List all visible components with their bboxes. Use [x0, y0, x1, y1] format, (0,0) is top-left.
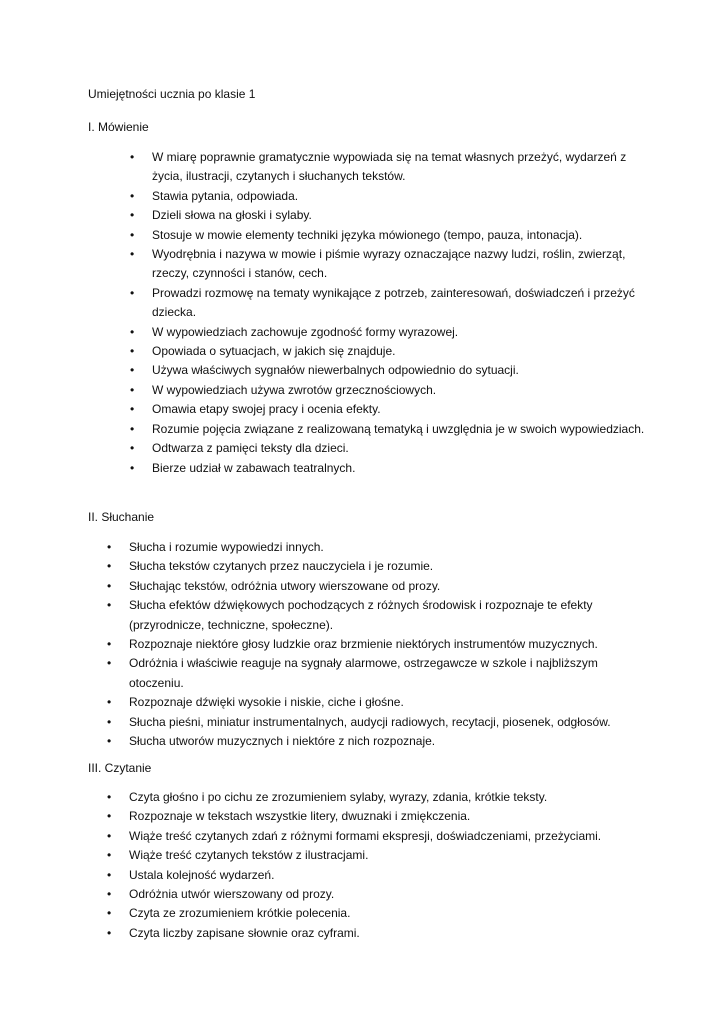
list-item-text: Słucha tekstów czytanych przez nauczyciela i je rozumie.	[129, 559, 434, 574]
list-item	[107, 654, 649, 693]
section-list-czytanie	[107, 788, 649, 943]
list-item-text: Omawia etapy swojej pracy i ocenia efekty.	[152, 402, 381, 417]
list-item	[107, 807, 649, 826]
list-item-text: Stosuje w mowie elementy techniki języka mówionego (tempo, pauza, intonacja).	[152, 227, 583, 242]
list-item	[130, 420, 652, 439]
list-item-text: Rozpoznaje niektóre głosy ludzkie oraz brzmienie niektórych instrumentów muzycznych.	[129, 637, 598, 652]
bullet-icon: •	[130, 247, 135, 262]
list-item	[107, 885, 649, 904]
list-item	[107, 635, 649, 654]
list-item	[130, 400, 652, 419]
list-item	[130, 284, 652, 323]
list-item-text: Słucha efektów dźwiękowych pochodzących z różnych środowisk i rozpoznaje te efekty (przyrodnicze, techniczne, społeczne).	[129, 598, 593, 632]
list-item	[107, 557, 649, 576]
list-item-text: Czyta liczby zapisane słownie oraz cyframi.	[129, 925, 360, 940]
bullet-icon: •	[130, 382, 135, 397]
bullet-icon: •	[107, 598, 112, 613]
list-item	[107, 866, 649, 885]
list-item	[107, 538, 649, 557]
list-item-text: Słucha pieśni, miniatur instrumentalnych, audycji radiowych, recytacji, piosenek, odgłosów.	[129, 714, 611, 729]
bullet-icon: •	[130, 285, 135, 300]
bullet-icon: •	[130, 150, 135, 164]
bullet-icon: •	[107, 540, 112, 554]
list-item-text: Rozumie pojęcia związane z realizowaną tematyką i uwzględnia je w swoich wypowiedziach.	[152, 421, 645, 436]
list-item-text: Ustala kolejność wydarzeń.	[129, 867, 275, 882]
list-item-text: Używa właściwych sygnałów niewerbalnych odpowiednio do sytuacji.	[152, 363, 519, 378]
document-title: Umiejętności ucznia po klasie 1	[88, 87, 256, 101]
list-item	[107, 924, 649, 943]
section-list-mowienie	[130, 148, 652, 478]
list-item	[130, 342, 652, 361]
list-item-text: Prowadzi rozmowę na tematy wynikające z potrzeb, zainteresowań, doświadczeń i przeżyć dziecka.	[152, 285, 635, 320]
bullet-icon: •	[107, 656, 112, 671]
list-item-text: Czyta ze zrozumieniem krótkie polecenia.	[129, 906, 351, 921]
bullet-icon: •	[130, 188, 135, 203]
bullet-icon: •	[107, 695, 112, 710]
list-item-text: Słucha utworów muzycznych i niektóre z nich rozpoznaje.	[129, 734, 436, 749]
list-item	[130, 323, 652, 342]
list-item-text: Rozpoznaje dźwięki wysokie i niskie, ciche i głośne.	[129, 695, 404, 710]
bullet-icon: •	[130, 344, 135, 359]
list-item	[107, 577, 649, 596]
list-item	[130, 148, 652, 187]
list-item-text: Czyta głośno i po cichu ze zrozumieniem sylaby, wyrazy, zdania, krótkie teksty.	[129, 790, 548, 804]
list-item	[107, 846, 649, 865]
bullet-icon: •	[107, 809, 112, 824]
bullet-icon: •	[107, 906, 112, 921]
list-item	[130, 381, 652, 400]
bullet-icon: •	[107, 637, 112, 652]
list-item-text: W wypowiedziach zachowuje zgodność formy wyrazowej.	[152, 324, 459, 339]
bullet-icon: •	[107, 790, 112, 804]
bullet-icon: •	[107, 887, 112, 902]
bullet-icon: •	[107, 828, 112, 843]
list-item-text: Wyodrębnia i nazywa w mowie i piśmie wyrazy oznaczające nazwy ludzi, roślin, zwierząt, rzeczy, czynności i stanów, cech.	[152, 247, 626, 281]
list-item-text: Opowiada o sytuacjach, w jakich się znajduje.	[152, 344, 396, 359]
list-item-text: Rozpoznaje w tekstach wszystkie litery, dwuznaki i zmiękczenia.	[129, 809, 471, 824]
list-item-text: Słucha i rozumie wypowiedzi innych.	[129, 540, 324, 554]
list-item	[130, 361, 652, 380]
bullet-icon: •	[107, 578, 112, 593]
list-item	[107, 904, 649, 923]
bullet-icon: •	[130, 441, 135, 456]
section-heading-sluchanie: II. Słuchanie	[88, 510, 155, 524]
list-item-text: Wiąże treść czytanych tekstów z ilustracjami.	[129, 848, 369, 863]
list-item	[107, 827, 649, 846]
bullet-icon: •	[130, 460, 135, 475]
list-item-text: Bierze udział w zabawach teatralnych.	[152, 460, 356, 475]
list-item	[107, 693, 649, 712]
bullet-icon: •	[130, 324, 135, 339]
bullet-icon: •	[107, 867, 112, 882]
list-item	[130, 439, 652, 458]
list-item-text: Odróżnia i właściwie reaguje na sygnały alarmowe, ostrzegawcze w szkole i najbliższym otoczeniu.	[129, 656, 598, 690]
section-heading-czytanie: III. Czytanie	[88, 761, 152, 775]
bullet-icon: •	[130, 402, 135, 417]
bullet-icon: •	[107, 848, 112, 863]
list-item-text: Słuchając tekstów, odróżnia utwory wierszowane od prozy.	[129, 578, 441, 593]
list-item	[130, 187, 652, 206]
list-item-text: Odróżnia utwór wierszowany od prozy.	[129, 887, 335, 902]
list-item	[107, 788, 649, 807]
section-list-sluchanie	[107, 538, 649, 751]
list-item-text: W wypowiedziach używa zwrotów grzecznościowych.	[152, 382, 437, 397]
bullet-icon: •	[130, 363, 135, 378]
list-item	[107, 596, 649, 635]
bullet-icon: •	[130, 227, 135, 242]
bullet-icon: •	[107, 925, 112, 940]
list-item	[130, 459, 652, 478]
list-item-text: Dzieli słowa na głoski i sylaby.	[152, 208, 312, 223]
list-item-text: W miarę poprawnie gramatycznie wypowiada się na temat własnych przeżyć, wydarzeń z życia, ilustracji, czytanych i słuchanych tekstów.	[152, 150, 627, 184]
list-item	[130, 245, 652, 284]
bullet-icon: •	[107, 734, 112, 749]
list-item-text: Wiąże treść czytanych zdań z różnymi formami ekspresji, doświadczeniami, przeżyciami.	[129, 828, 602, 843]
list-item	[107, 713, 649, 732]
bullet-icon: •	[130, 208, 135, 223]
list-item	[130, 206, 652, 225]
bullet-icon: •	[107, 714, 112, 729]
section-heading-mowienie: I. Mówienie	[88, 120, 149, 134]
list-item	[130, 226, 652, 245]
list-item-text: Odtwarza z pamięci teksty dla dzieci.	[152, 441, 349, 456]
bullet-icon: •	[107, 559, 112, 574]
list-item	[107, 732, 649, 751]
list-item-text: Stawia pytania, odpowiada.	[152, 188, 299, 203]
bullet-icon: •	[130, 421, 135, 436]
